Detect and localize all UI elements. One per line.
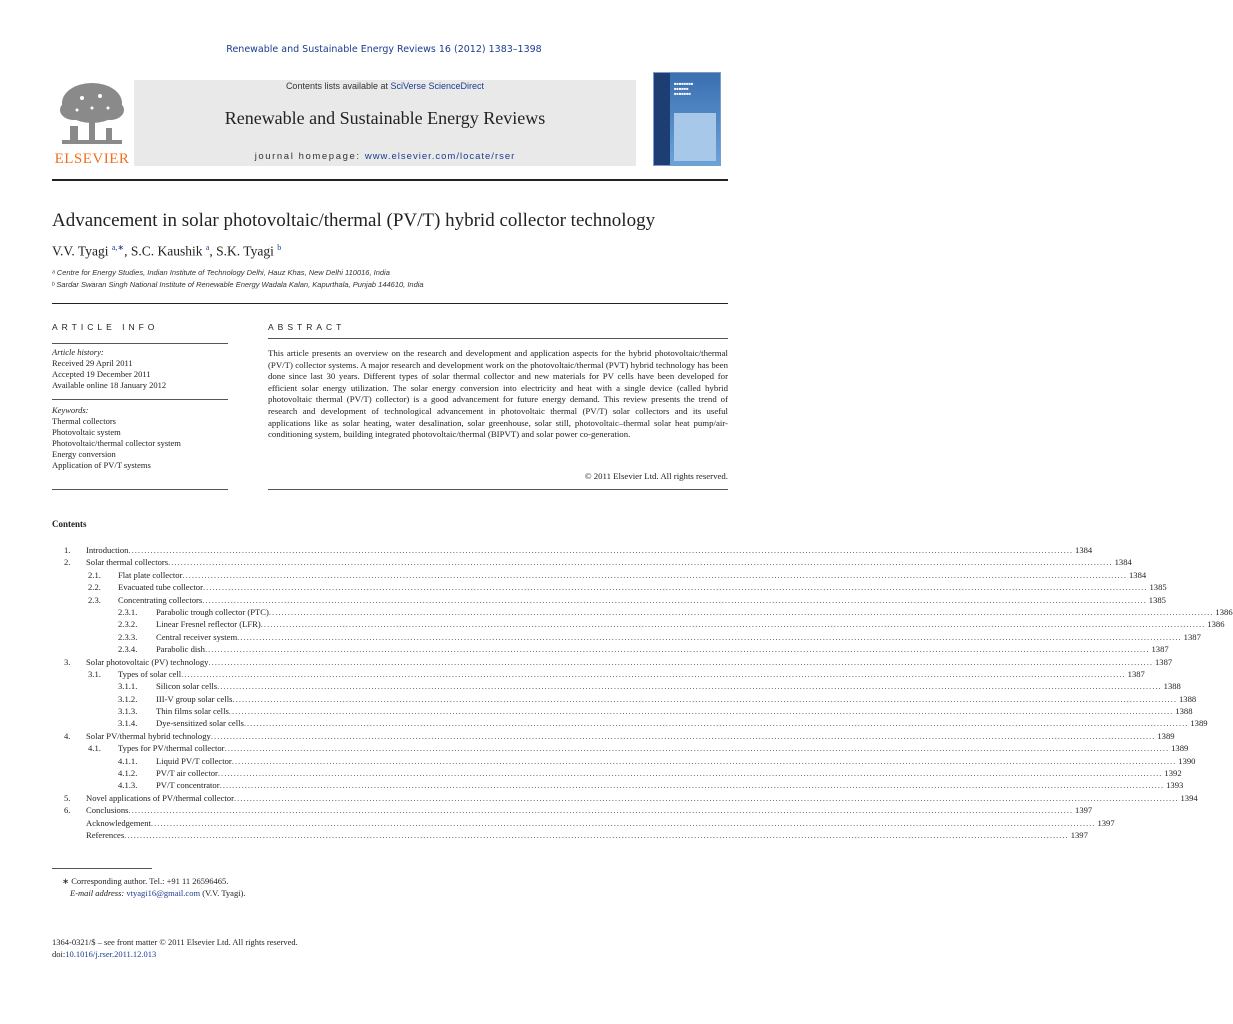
contents-prefix: Contents lists available at (285, 81, 391, 91)
keywords-block (52, 405, 228, 471)
article-info-heading: ARTICLE INFO (52, 322, 159, 332)
toc-entry-number: 3.1.2. (118, 693, 138, 704)
footnote-divider (52, 868, 152, 869)
issn-line: 1364-0321/$ – see front matter © 2011 Elsevier Ltd. All rights reserved. (52, 937, 298, 947)
toc-leader-dots: ............................................................................................................................................................................................................................................................................................................ (202, 594, 1147, 605)
toc-entry-number: 3. (64, 656, 71, 667)
toc-entry-number: 1. (64, 545, 71, 555)
history-accepted: Accepted 19 December 2011 (52, 369, 151, 379)
toc-entry-number: 3.1.3. (118, 706, 138, 717)
toc-entry-number: 4.1.3. (118, 780, 138, 791)
toc-leader-dots: ............................................................................................................................................................................................................................................................................................................ (202, 582, 1148, 593)
toc-leader-dots: ............................................................................................................................................................................................................................................................................................................ (232, 693, 1177, 704)
toc-entry-label[interactable]: Central receiver system (156, 631, 238, 642)
toc-entry[interactable] (52, 767, 1182, 779)
toc-entry-label[interactable]: Acknowledgement (86, 817, 151, 828)
toc-leader-dots: ............................................................................................................................................................................................................................................................................................................ (128, 805, 1074, 816)
toc-entry[interactable] (52, 569, 1147, 581)
toc-entry[interactable] (52, 829, 1088, 841)
toc-leader-dots: ............................................................................................................................................................................................................................................................................................................ (181, 668, 1126, 679)
keyword-item: Thermal collectors (52, 416, 116, 426)
author-affiliation-marker[interactable]: a (205, 243, 210, 252)
toc-entry-page: 1386 (1215, 606, 1233, 617)
toc-leader-dots: ............................................................................................................................................................................................................................................................................................................ (228, 706, 1174, 717)
toc-entry-number: 3.1.1. (118, 681, 138, 692)
toc-entry[interactable] (52, 544, 1093, 556)
header-divider (52, 179, 728, 181)
table-of-contents (52, 544, 1233, 841)
toc-entry-label[interactable]: Solar PV/thermal hybrid technology (86, 730, 211, 741)
toc-entry-label[interactable]: Introduction (86, 545, 129, 555)
toc-entry-number: 3.1. (88, 668, 101, 679)
toc-leader-dots: ............................................................................................................................................................................................................................................................................................................ (128, 545, 1074, 555)
toc-entry[interactable] (52, 606, 1233, 618)
toc-entry-label[interactable]: Parabolic trough collector (PTC) (156, 606, 269, 617)
toc-entry-page: 1384 (1128, 569, 1147, 580)
toc-entry-number: 4.1. (88, 743, 101, 754)
article-history (52, 347, 228, 391)
toc-entry-page: 1385 (1149, 582, 1167, 593)
publisher-wordmark: ELSEVIER (54, 151, 130, 167)
toc-entry[interactable] (52, 705, 1193, 717)
toc-leader-dots: ............................................................................................................................................................................................................................................................................................................ (260, 619, 1206, 630)
toc-entry-page: 1389 (1171, 743, 1189, 754)
toc-entry-page: 1389 (1190, 718, 1208, 729)
author-list: V.V. Tyagi $^{a,∗}$, S.C. Kaushik $^a$, S.K. Tyagi $^b$ (52, 243, 282, 259)
toc-entry[interactable] (52, 631, 1201, 643)
toc-entry-label[interactable]: Conclusions (86, 805, 129, 816)
toc-entry-number: 2.3. (88, 594, 101, 605)
keyword-item: Photovoltaic system (52, 427, 121, 437)
abstract-bottom-divider (268, 489, 728, 490)
section-divider (52, 303, 728, 304)
toc-leader-dots: ............................................................................................................................................................................................................................................................................................................ (204, 644, 1150, 655)
toc-entry-number: 2.3.3. (118, 631, 138, 642)
sciencedirect-link[interactable]: SciVerse ScienceDirect (390, 81, 485, 91)
toc-leader-dots: ............................................................................................................................................................................................................................................................................................................ (208, 656, 1153, 667)
email-link[interactable]: vtyagi16@gmail.com (126, 888, 201, 898)
toc-entry-page: 1388 (1163, 681, 1181, 692)
toc-entry[interactable] (52, 742, 1189, 754)
email-label: E-mail address: (70, 888, 127, 898)
journal-citation[interactable]: Renewable and Sustainable Energy Reviews 16 (2012) 1383–1398 (226, 44, 542, 55)
toc-leader-dots: ............................................................................................................................................................................................................................................................................................................ (231, 755, 1177, 766)
abstract-divider (268, 338, 728, 339)
author-name[interactable]: S.K. Tyagi (216, 243, 274, 259)
toc-leader-dots: ............................................................................................................................................................................................................................................................................................................ (217, 681, 1162, 692)
toc-entry-page: 1397 (1075, 805, 1093, 816)
toc-entry-number: 4.1.2. (118, 768, 138, 779)
keywords-label: Keywords: (52, 405, 89, 415)
toc-entry-number: 2.3.1. (118, 606, 138, 617)
abstract-copyright: © 2011 Elsevier Ltd. All rights reserved. (584, 471, 728, 481)
toc-entry[interactable] (52, 693, 1197, 705)
toc-entry[interactable] (52, 717, 1208, 729)
toc-entry-page: 1390 (1178, 755, 1196, 766)
toc-entry-number: 2.3.4. (118, 644, 138, 655)
journal-cover-image: ■■■■■■■■ ■■■■■■ ■■■■■■■ (653, 72, 721, 166)
toc-entry-label[interactable]: Solar thermal collectors (86, 557, 169, 568)
toc-entry[interactable] (52, 817, 1115, 829)
affiliation-b: ᵇ Sardar Swaran Singh National Institute of Renewable Energy Wadala Kalan, Kapurthala, Punjab 144610, India (52, 280, 424, 289)
history-label: Article history: (52, 347, 104, 357)
toc-leader-dots: ............................................................................................................................................................................................................................................................................................................ (219, 780, 1165, 791)
toc-entry-label[interactable]: Solar photovoltaic (PV) technology (86, 656, 209, 667)
journal-title: Renewable and Sustainable Energy Reviews (224, 108, 546, 128)
toc-entry-page: 1384 (1114, 557, 1132, 568)
email-note (70, 888, 246, 898)
contents-availability (134, 81, 636, 91)
toc-entry[interactable] (52, 792, 1198, 804)
toc-entry-label[interactable]: PV/T air collector (156, 768, 218, 779)
toc-entry-label[interactable]: References (86, 829, 125, 840)
toc-entry-label[interactable]: Flat plate collector (118, 569, 183, 580)
toc-entry-number: 3.1.4. (118, 718, 138, 729)
keyword-item: Energy conversion (52, 449, 116, 459)
toc-entry[interactable] (52, 680, 1181, 692)
toc-entry-label[interactable]: III-V group solar cells (156, 693, 233, 704)
toc-entry[interactable] (52, 755, 1196, 767)
toc-entry-label[interactable]: Evacuated tube collector (118, 582, 203, 593)
toc-entry-number: 2.2. (88, 582, 101, 593)
abstract-heading: ABSTRACT (268, 322, 346, 332)
author-name[interactable]: V.V. Tyagi (52, 243, 109, 259)
toc-entry-page: 1387 (1151, 644, 1169, 655)
toc-leader-dots: ............................................................................................................................................................................................................................................................................................................ (124, 829, 1069, 840)
toc-entry[interactable] (52, 656, 1173, 668)
affiliation-a: ᵃ Centre for Energy Studies, Indian Institute of Technology Delhi, Hauz Khas, New Delhi 110016, India (52, 268, 390, 277)
toc-entry-page: 1385 (1148, 594, 1166, 605)
toc-leader-dots: ............................................................................................................................................................................................................................................................................................................ (233, 792, 1179, 803)
toc-entry-page: 1393 (1166, 780, 1184, 791)
history-online: Available online 18 January 2012 (52, 380, 167, 390)
toc-entry[interactable] (52, 779, 1184, 791)
info-bottom-divider (52, 489, 228, 490)
toc-leader-dots: ............................................................................................................................................................................................................................................................................................................ (237, 631, 1182, 642)
toc-entry-label[interactable]: Novel applications of PV/thermal collector (86, 792, 234, 803)
author-name[interactable]: S.C. Kaushik (130, 243, 203, 259)
keywords-divider (52, 399, 228, 400)
toc-entry-number: 2. (64, 557, 71, 568)
homepage-link[interactable]: www.elsevier.com/locate/rser (364, 151, 516, 162)
toc-leader-dots: ............................................................................................................................................................................................................................................................................................................ (210, 730, 1156, 741)
toc-entry-page: 1394 (1180, 792, 1198, 803)
toc-entry-label[interactable]: Concentrating collectors (118, 594, 203, 605)
contents-heading: Contents (52, 519, 87, 529)
toc-entry-label[interactable]: Parabolic dish (156, 644, 205, 655)
toc-entry[interactable] (52, 730, 1175, 742)
toc-entry-page: 1397 (1070, 829, 1088, 840)
keyword-item: Photovoltaic/thermal collector system (52, 438, 181, 448)
toc-entry[interactable] (52, 643, 1169, 655)
toc-entry-number: 4. (64, 730, 71, 741)
article-title: Advancement in solar photovoltaic/thermal (PV/T) hybrid collector technology (52, 210, 656, 231)
toc-leader-dots: ............................................................................................................................................................................................................................................................................................................ (150, 817, 1096, 828)
toc-entry[interactable] (52, 618, 1225, 630)
toc-entry-label[interactable]: Silicon solar cells (156, 681, 218, 692)
email-suffix: (V.V. Tyagi). (200, 888, 246, 898)
toc-leader-dots: ............................................................................................................................................................................................................................................................................................................ (224, 743, 1170, 754)
toc-leader-dots: ............................................................................................................................................................................................................................................................................................................ (268, 606, 1214, 617)
toc-entry-page: 1397 (1097, 817, 1115, 828)
author-affiliation-marker[interactable]: a,∗ (111, 243, 125, 252)
doi-prefix: doi: (52, 949, 66, 959)
toc-entry-label[interactable]: Dye-sensitized solar cells (156, 718, 244, 729)
toc-entry-label[interactable]: Types for PV/thermal collector (118, 743, 225, 754)
toc-entry[interactable] (52, 668, 1145, 680)
keyword-item: Application of PV/T systems (52, 460, 151, 470)
doi-link[interactable]: 10.1016/j.rser.2011.12.013 (65, 949, 157, 959)
toc-leader-dots: ............................................................................................................................................................................................................................................................................................................ (168, 557, 1113, 568)
toc-entry-number: 2.3.2. (118, 619, 138, 630)
author-affiliation-marker[interactable]: b (277, 243, 282, 252)
toc-entry-page: 1388 (1175, 706, 1193, 717)
toc-entry-label[interactable]: PV/T concentrator (156, 780, 220, 791)
toc-entry[interactable] (52, 594, 1166, 606)
homepage-prefix: journal homepage: (254, 151, 365, 162)
toc-entry-page: 1384 (1075, 545, 1093, 555)
toc-leader-dots: ............................................................................................................................................................................................................................................................................................................ (217, 768, 1163, 779)
toc-entry-page: 1387 (1154, 656, 1173, 667)
toc-entry-label[interactable]: Thin films solar cells (156, 706, 229, 717)
corresponding-author-note: ∗ Corresponding author. Tel.: +91 11 26596465. (62, 876, 229, 886)
toc-entry-page: 1388 (1178, 693, 1197, 704)
toc-entry-page: 1387 (1127, 668, 1145, 679)
history-received: Received 29 April 2011 (52, 358, 133, 368)
toc-entry[interactable] (52, 804, 1093, 816)
toc-entry-page: 1386 (1207, 619, 1225, 630)
toc-entry-label[interactable]: Types of solar cell (118, 668, 182, 679)
article-info-divider (52, 343, 228, 344)
toc-entry-number: 6. (64, 805, 71, 816)
toc-entry[interactable] (52, 581, 1167, 593)
toc-leader-dots: ............................................................................................................................................................................................................................................................................................................ (182, 569, 1127, 580)
toc-entry-number: 4.1.1. (118, 755, 138, 766)
journal-homepage (134, 151, 636, 162)
abstract-text: This article presents an overview on the research and development and application aspects for the hybrid photovoltaic/thermal (PV/T) collector systems. A major research and development work on the photovoltaic/thermal (PVT) hybrid technology has been done since last 30 years. Different types of solar thermal collector and new materials for PV cells have been developed for efficient solar energy utilization. The solar energy conversion into electricity and heat with a single device (called hybrid photovoltaic thermal (PV/T) collector) is a good advancement for future energy demand. This review presents the trend of research and development of technological advancement in photovoltaic thermal (PV/T) solar collectors and its useful applications like as solar heating, water desalination, solar greenhouse, solar still, photovoltaic–thermal solar heat pump/air-conditioning system, building integrated photovoltaic/thermal (BIPVT) and solar power co-generation. (268, 348, 728, 440)
toc-entry-number: 2.1. (88, 569, 101, 580)
toc-leader-dots: ............................................................................................................................................................................................................................................................................................................ (243, 718, 1189, 729)
toc-entry-page: 1389 (1157, 730, 1175, 741)
toc-entry[interactable] (52, 556, 1132, 568)
toc-entry-label[interactable]: Linear Fresnel reflector (LFR) (156, 619, 261, 630)
toc-entry-label[interactable]: Liquid PV/T collector (156, 755, 232, 766)
toc-entry-page: 1392 (1164, 768, 1182, 779)
doi-line (52, 949, 156, 959)
toc-entry-page: 1387 (1183, 631, 1201, 642)
toc-entry-number: 5. (64, 792, 71, 803)
